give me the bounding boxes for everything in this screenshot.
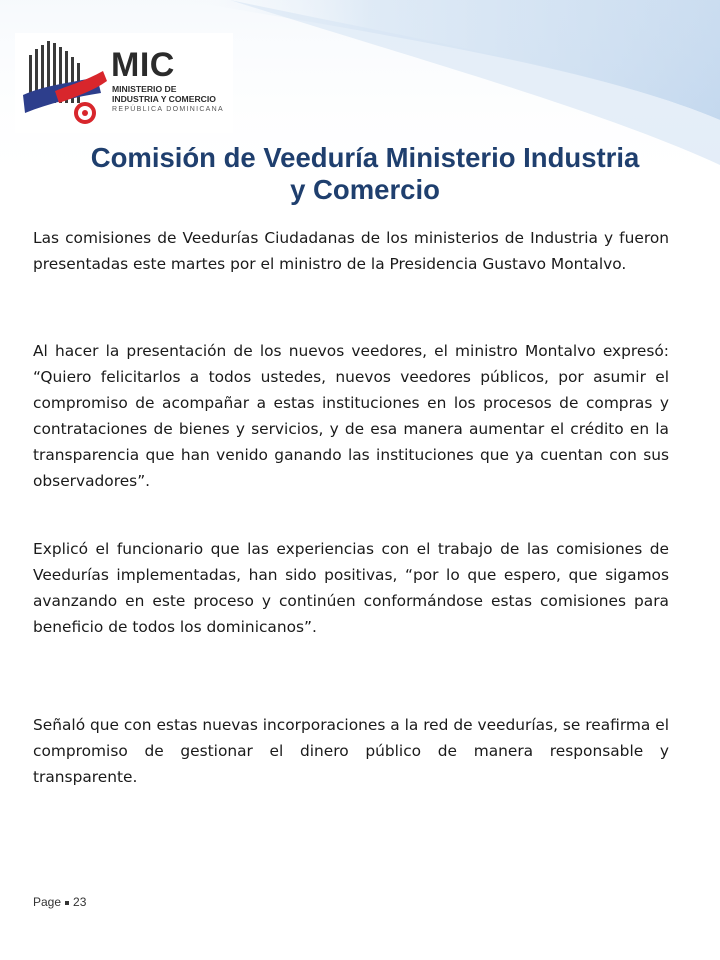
page-footer — [33, 895, 86, 909]
title-line-2: y Comercio — [290, 174, 440, 205]
paragraph-experiences: Explicó el funcionario que las experiencias con el trabajo de las comisiones de Veedurías implementadas, han sido positivas, “por lo que espero, que sigamos avanzando en este proceso y continúen conformándose estas comisiones para beneficio de todos los dominicanos”. — [33, 540, 669, 636]
page-label: Page — [33, 895, 62, 909]
mic-logo — [15, 33, 233, 133]
page-number: 23 — [73, 895, 87, 909]
title-line-1: Comisión de Veeduría Ministerio Industria — [90, 142, 640, 173]
page-title — [20, 142, 710, 206]
bullet-icon — [65, 901, 69, 905]
mic-emblem-icon — [15, 33, 115, 133]
logo-acronym: MIC — [111, 46, 175, 84]
paragraph-quote: Al hacer la presentación de los nuevos veedores, el ministro Montalvo expresó: “Quiero felicitarlos a todos ustedes, nuevos veedores públicos, por asumir el compromiso de acompañar a estas instituciones en los procesos de compras y contrataciones de bienes y servicios, y de esa manera aumentar el crédito en la transparencia que han venido ganando las instituciones que ya cuentan con sus observadores”. — [33, 342, 669, 490]
paragraph-intro: Las comisiones de Veedurías Ciudadanas de los ministerios de Industria y fueron presentadas este martes por el ministro de la Presidencia Gustavo Montalvo. — [33, 229, 669, 273]
logo-line-1: MINISTERIO DE — [112, 84, 177, 94]
logo-line-2: INDUSTRIA Y COMERCIO — [112, 94, 216, 104]
logo-line-3: REPÚBLICA DOMINICANA — [112, 106, 224, 113]
paragraph-conclusion: Señaló que con estas nuevas incorporaciones a la red de veedurías, se reafirma el compromiso de gestionar el dinero público de manera responsable y transparente. — [33, 716, 669, 786]
